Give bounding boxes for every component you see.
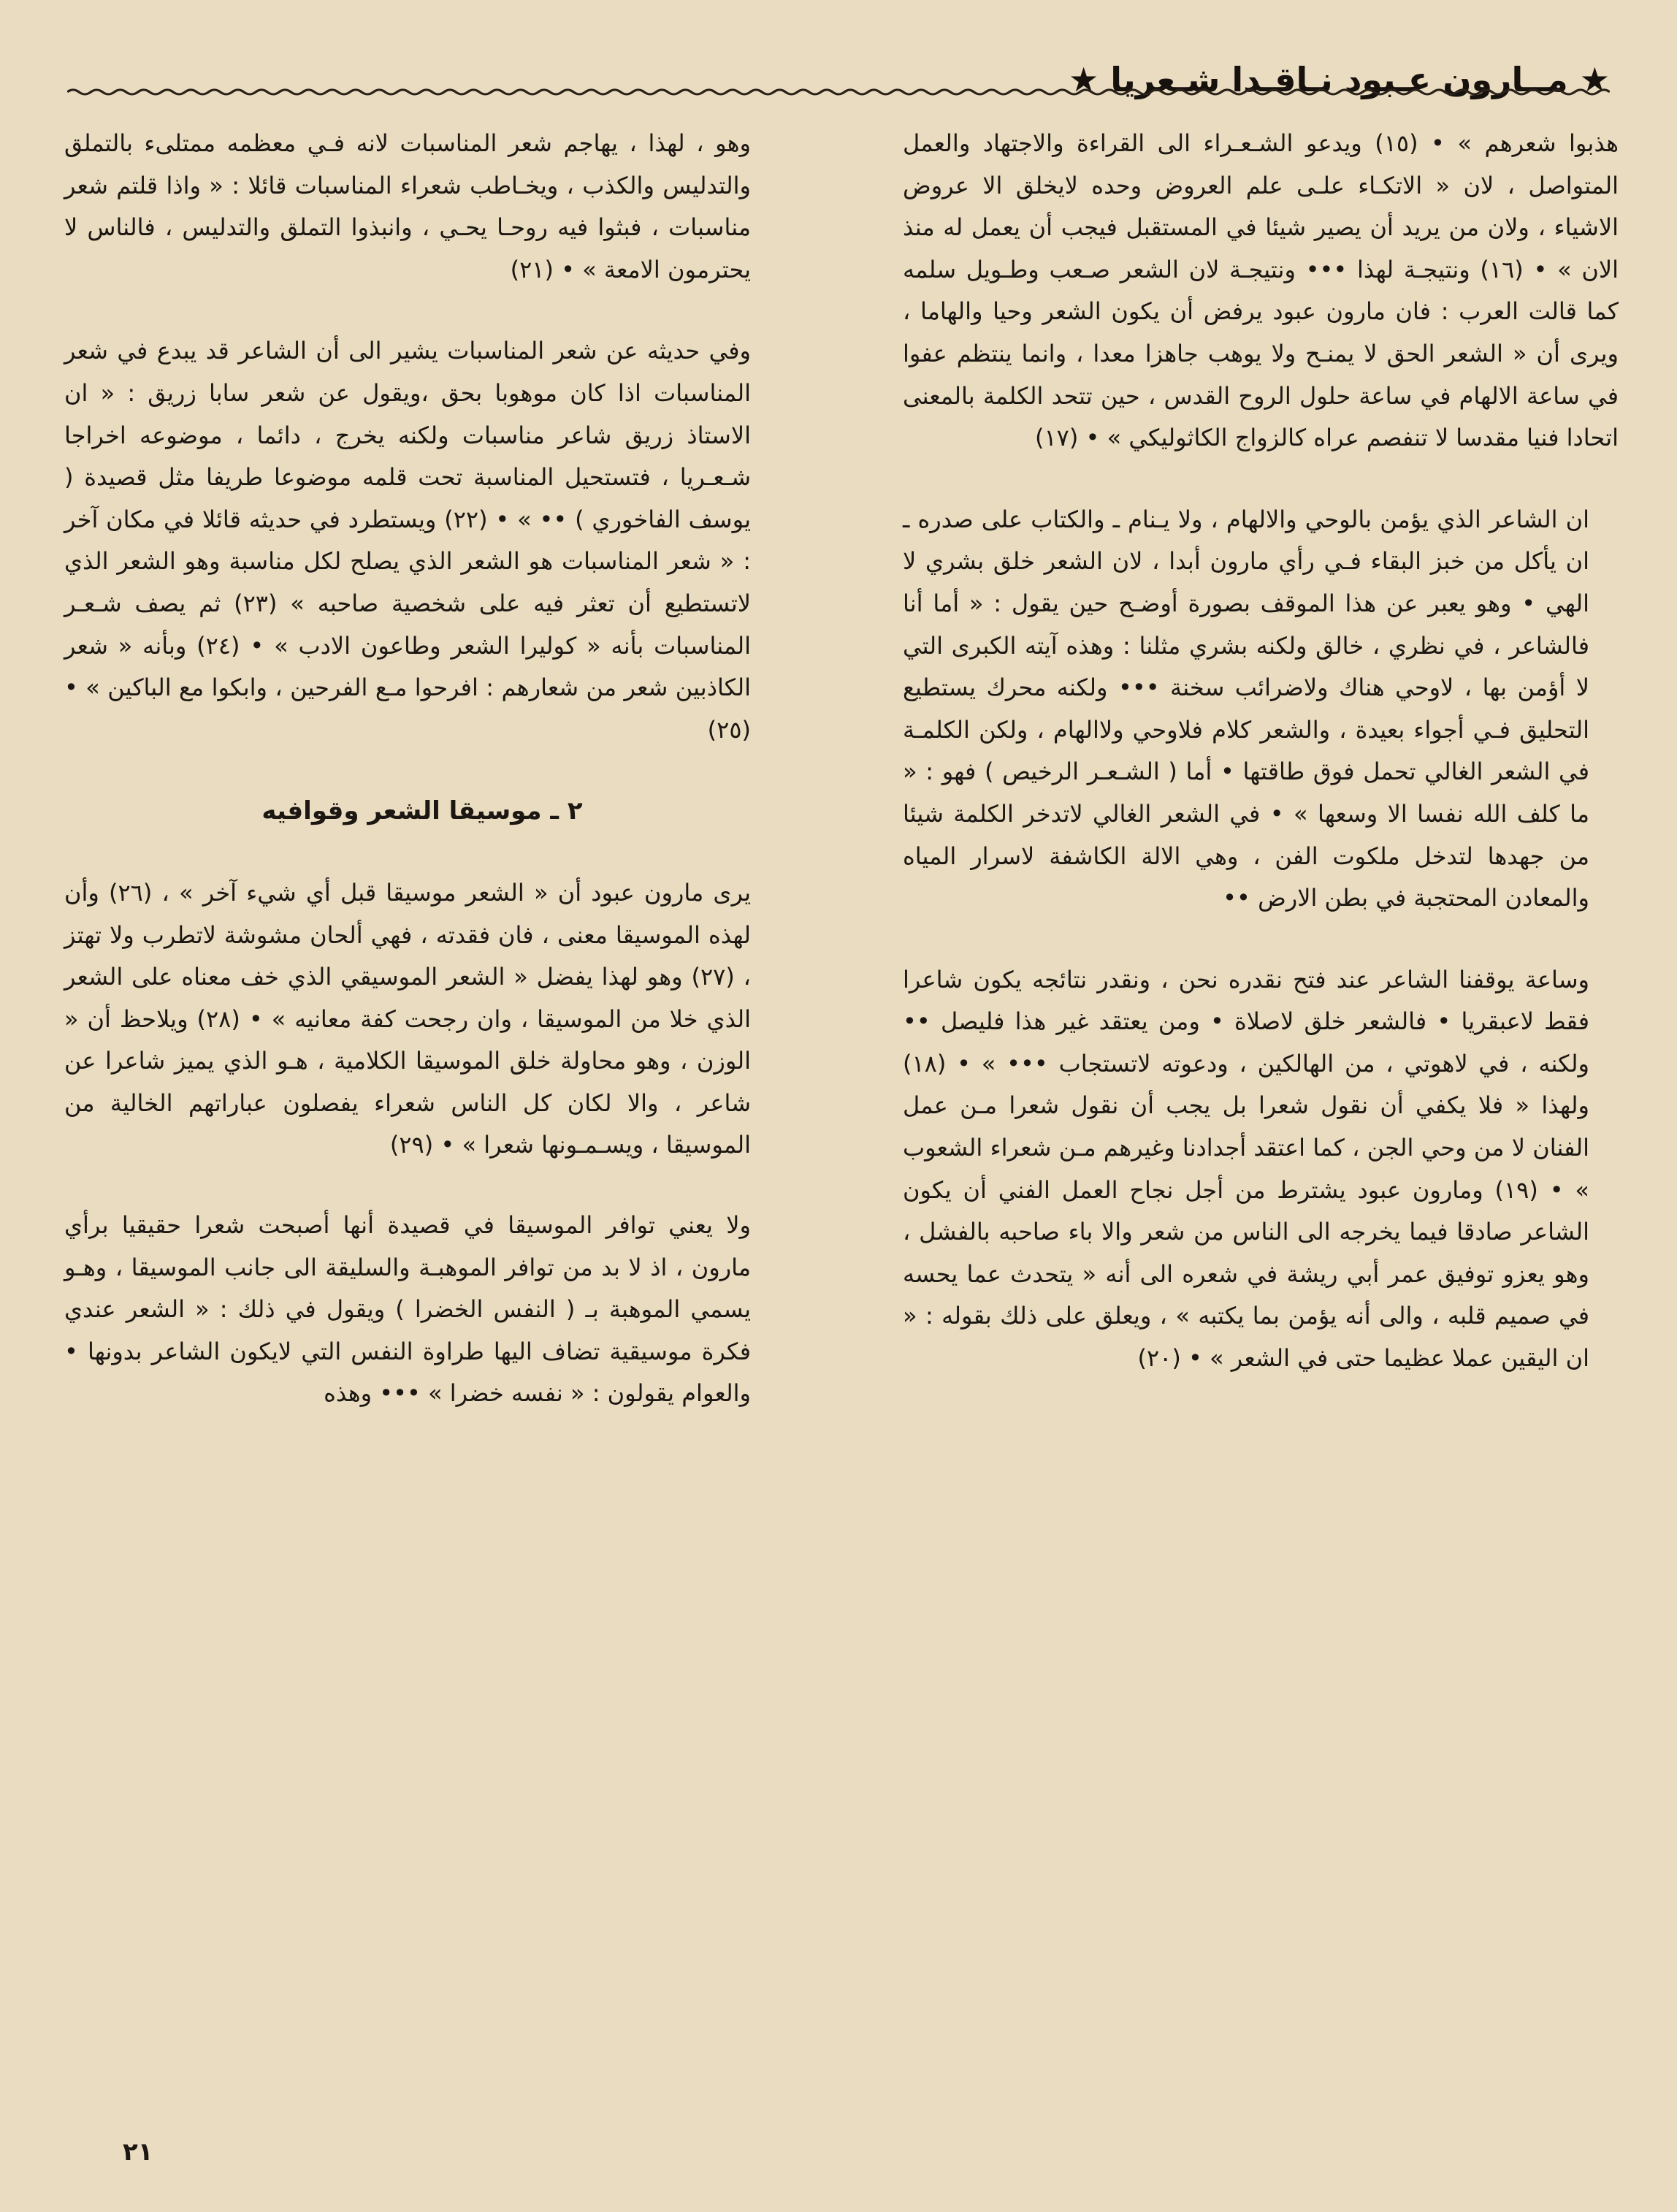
left-column: [64, 123, 780, 1415]
right-column: [903, 123, 1619, 1380]
paragraph: ولا يعني توافر الموسيقا في قصيدة أنها أصبحت شعرا حقيقيا برأي مارون ، اذ لا بد من توافر الموهبـة والسليقة الى جانب الموسيقا ، وهـو يسمي الموهبة بـ ( النفس الخضرا ) ويقول في ذلك : « الشعر عندي فكرة موسيقية تضاف اليها طراوة النفس التي لايكون الشاعر بدونها • والعوام يقولون : « نفسه خضرا » ••• وهذه: [64, 1211, 751, 1408]
wavy-rule: [67, 86, 1610, 98]
header-title: ★ مــارون عـبود نـاقـدا شـعريا ★: [1069, 60, 1610, 99]
section-heading: ٢ ـ موسيقا الشعر وقوافيه: [261, 796, 583, 826]
paragraph: ان الشاعر الذي يؤمن بالوحي والالهام ، ولا يـنام ـ والكتاب على صدره ـ ان يأكل من خبز البقاء فـي رأي مارون أبدا ، لان الشعر خلق بشري لا الهي • وهو يعبر عن هذا الموقف بصورة أوضـح حين يقول : « أما أنا فالشاعر ، في نظري ، خالق ولكنه بشري مثلنا : وهذه آيته الكبرى التي لا أؤمن بها ، لاوحي هناك ولاضرائب سخنة ••• ولكنه محرك يستطيع التحليق فـي أجواء بعيدة ، والشعر كلام فلاوحي ولاالهام ، ولكن الكلمـة في الشعر الغالي تحمل فوق طاقتها • أما ( الشـعـر الرخيص ) فهو : « ما كلف الله نفسا الا وسعها » • في الشعر الغالي لاتدخر الكلمة شيئا من جهدها لتدخل ملكوت الفن ، وهي الالة الكاشفة لاسرار المياه والمعادن المحتجبة في بطن الارض ••: [903, 505, 1589, 912]
page-number: ٢١: [123, 2137, 153, 2167]
paragraph: يرى مارون عبود أن « الشعر موسيقا قبل أي شيء آخر » ، (٢٦) وأن لهذه الموسيقا معنى ، فان فقدته ، فهي ألحان مشوشة لاتطرب ولا تهتز ، (٢٧) وهو لهذا يفضل « الشعر الموسيقي الذي خف معناه على الشعر الذي خلا من الموسيقا ، وان رجحت كفة معانيه » • (٢٨) ويلاحظ أن « الوزن ، وهو محاولة خلق الموسيقا الكلامية ، هـو الذي يميز شاعرا عن شاعر ، والا لكان كل الناس شعراء يفصلون عباراتهم الخالية من الموسيقا ، ويسـمـونها شعرا » • (٢٩): [64, 878, 752, 1159]
running-header: [67, 44, 1610, 110]
paragraph: وفي حديثه عن شعر المناسبات يشير الى أن الشاعر قد يبدع في شعر المناسبات اذا كان موهوبا بحق ،ويقول عن شعر سابا زريق : « ان الاستاذ زريق شاعر مناسبات ولكنه يخرج ، دائما ، موضوعه اخراجا شـعـريا ، فتستحيل المناسبة تحت قلمه موضوعا طريفا مثل قصيدة ( يوسف الفاخوري ) •• » • (٢٢) ويستطرد في حديثه قائلا في مكان آخر : « شعر المناسبات هو الشعر الذي يصلح لكل مناسبة وهو الشعر الذي لاتستطيع أن تعثر فيه على شخصية صاحبه » (٢٣) ثم يصف شـعـر المناسبات بأنه « كوليرا الشعر وطاعون الادب » • (٢٤) وبأنه « شعر الكاذبين شعر من شعارهم : افرحوا مـع الفرحين ، وابكوا مع الباكين » • (٢٥): [64, 337, 752, 744]
paragraph: وساعة يوقفنا الشاعر عند فتح نقدره نحن ، ونقدر نتائجه يكون شاعرا فقط لاعبقريا • فالشعر خلق لاصلاة • ومن يعتقد غير هذا فليصل •• ولكنه ، في لاهوتي ، من الهالكين ، ودعوته لاتستجاب ••• » • (١٨) ولهذا « فلا يكفي أن نقول شعرا بل يجب أن نقول شعرا مـن عمل الفنان لا من وحي الجن ، كما اعتقد أجدادنا وغيرهم مـن شعراء الشعوب » • (١٩) ومارون عبود يشترط من أجل نجاح العمل الفني أن يكون الشاعر صادقا فيما يخرجه الى الناس من شعر والا باء صاحبه بالفشل ، وهو يعزو توفيق عمر أبي ريشة في شعره الى أنه « يتحدث عما يحسه في صميم قلبه ، والى أنه يؤمن بما يكتبه » ، ويعلق على ذلك بقوله : « ان اليقين عملا عظيما حتى في الشعر » • (٢٠): [903, 965, 1589, 1373]
paragraph: هذبوا شعرهم » • (١٥) ويدعو الشـعـراء الى القراءة والاجتهاد والعمل المتواصل ، لان « الاتكـاء علـى علم العروض وحده لايخلق الا عروض الاشياء ، ولان من يريد أن يصير شيئا في المستقبل فيجب أن يعمل له منذ الان » • (١٦) ونتيجـة لهذا ••• ونتيجـة لان الشعر صـعب وطـويل سلمه كما قالت العرب : فان مارون عبود يرفض أن يكون الشعر وحيا والهاما ، ويرى أن « الشعر الحق لا يمنـح ولا يوهب جاهزا معدا ، وانما ينتظم عفوا في ساعة الالهام في ساعة حلول الروح القدس ، حين تتحد الكلمة بالمعنى اتحادا فنيا مقدسا لا تنفصم عراه كالزواج الكاثوليكي » • (١٧): [903, 129, 1619, 452]
paragraph: وهو ، لهذا ، يهاجم شعر المناسبات لانه فـي معظمه ممتلىء بالتملق والتدليس والكذب ، ويخـاطب شعراء المناسبات قائلا : « واذا قلتم شعر مناسبات ، فبثوا فيه روحـا يحـي ، وانبذوا التملق والتدليس ، فالناس لا يحترمون الامعة » • (٢١): [64, 129, 751, 283]
